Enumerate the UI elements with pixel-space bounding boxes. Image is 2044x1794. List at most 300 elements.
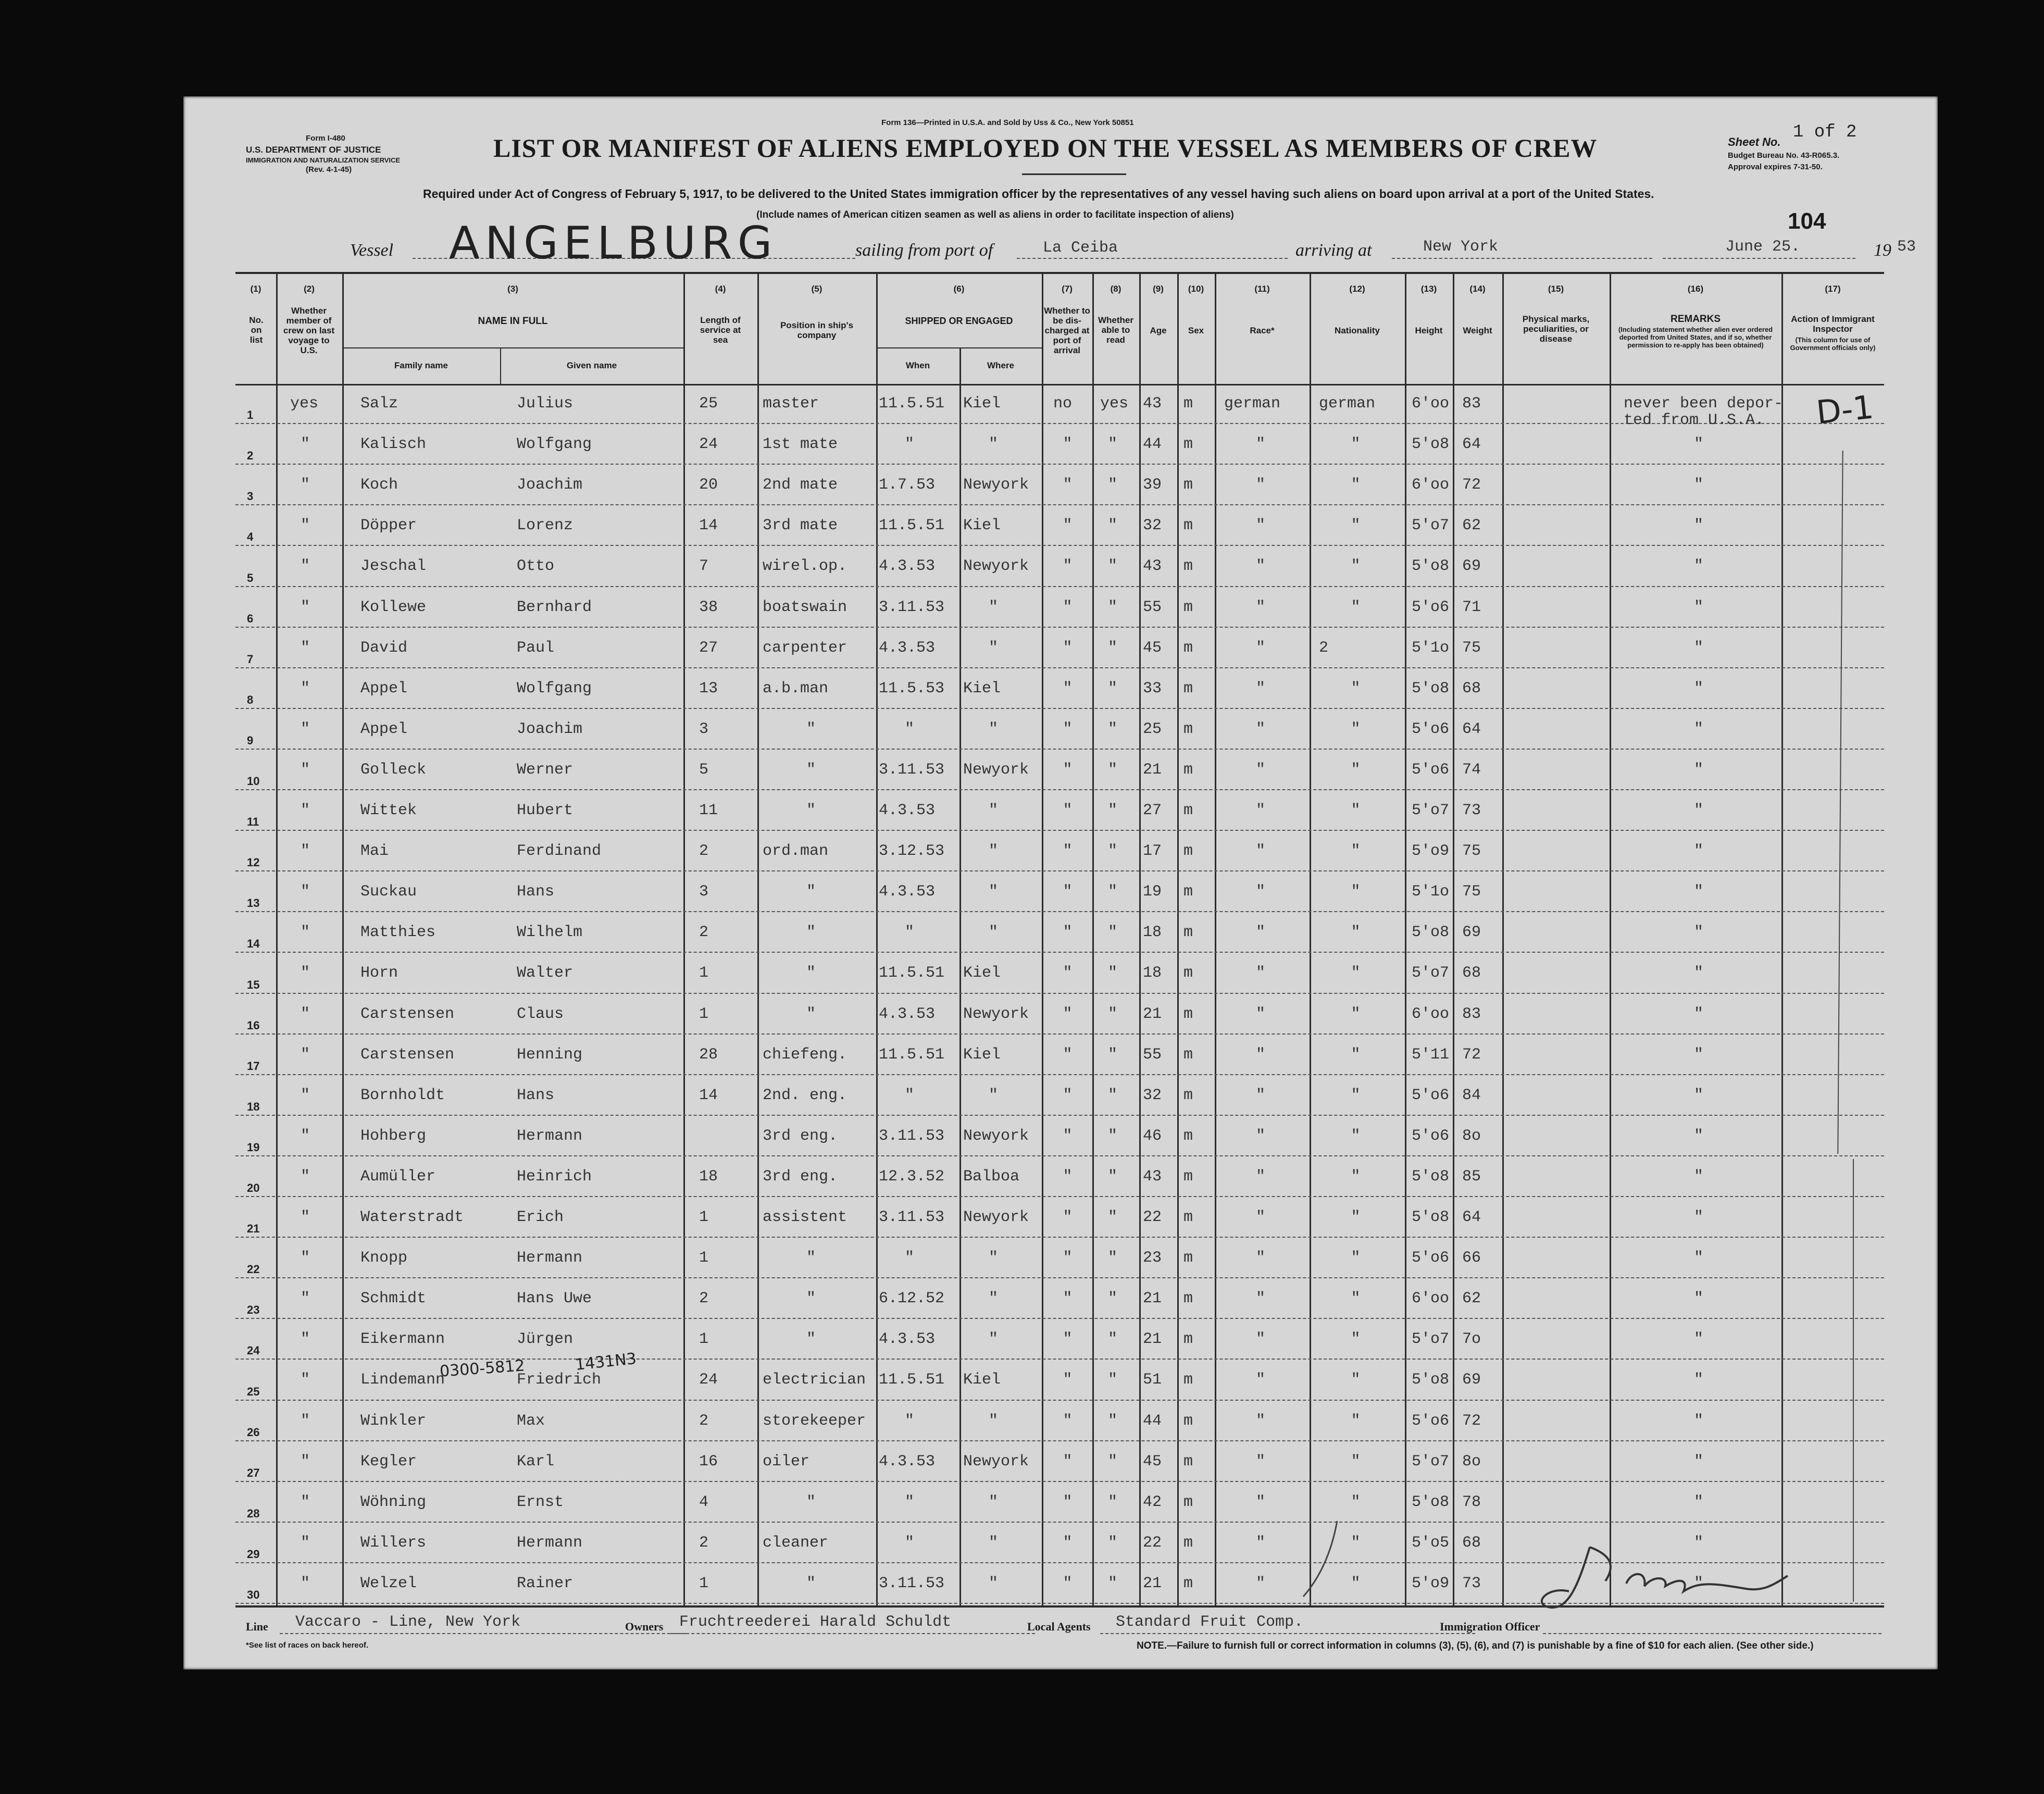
last-voyage-cell: " [301, 1493, 310, 1511]
family-name-cell: Jeschal [360, 557, 427, 576]
arrival-date: June 25. [1725, 238, 1801, 256]
height-cell: 5'o6 [1412, 1086, 1450, 1104]
race-cell: " [1256, 1452, 1266, 1471]
col15-header: Physical marks, peculiarities, or disease [1522, 314, 1590, 344]
shipped-when-cell: 6.12.52 [879, 1290, 945, 1308]
row-number: 1 [247, 408, 254, 422]
name-subheader-rule [342, 347, 683, 348]
age-cell: 43 [1143, 1167, 1162, 1186]
able-to-read-cell: " [1108, 1534, 1118, 1552]
col-sep [1042, 272, 1043, 1607]
able-to-read-cell: yes [1100, 395, 1129, 413]
sex-cell: m [1183, 964, 1193, 982]
sex-cell: m [1183, 1412, 1193, 1430]
able-to-read-cell: " [1108, 1086, 1118, 1104]
able-to-read-cell: " [1108, 720, 1118, 738]
row-rule [235, 504, 1884, 505]
shipped-where-cell: " [989, 1249, 999, 1267]
col-sep [342, 272, 344, 1607]
weight-cell: 7o [1462, 1330, 1481, 1349]
row-rule [235, 993, 1884, 994]
shipped-when-cell: 4.3.53 [879, 557, 936, 576]
discharged-cell: " [1063, 842, 1073, 861]
weight-cell: 74 [1462, 761, 1481, 779]
able-to-read-cell: " [1108, 557, 1118, 576]
col-sep [1502, 272, 1504, 1607]
position-cell: " [806, 1574, 816, 1592]
age-cell: 39 [1143, 476, 1162, 494]
weight-cell: 66 [1462, 1249, 1481, 1267]
last-voyage-cell: " [301, 557, 310, 576]
row-number: 28 [247, 1506, 260, 1520]
family-name-cell: Appel [360, 679, 408, 697]
row-number: 26 [247, 1425, 260, 1439]
row-number: 8 [247, 693, 254, 706]
ledger-annotation-b: 1431N3 [574, 1349, 638, 1375]
required-statement: Required under Act of Congress of February 5, 1917, to be delivered to the United States immigration officer by the representatives of any vessel having such aliens on board upon arrival at a port of the United States. [423, 187, 1654, 201]
height-cell: 5'o8 [1412, 679, 1450, 697]
height-cell: 5'o8 [1412, 1493, 1450, 1511]
nationality-cell: " [1351, 1249, 1361, 1267]
last-voyage-cell: " [301, 1127, 310, 1145]
age-cell: 21 [1143, 1290, 1162, 1308]
weight-cell: 72 [1462, 1045, 1481, 1064]
sex-cell: m [1183, 1290, 1193, 1308]
given-name-cell: Joachim [517, 720, 583, 738]
shipped-when-cell: 4.3.53 [879, 1452, 936, 1471]
height-cell: 5'o6 [1412, 761, 1450, 779]
height-cell: 5'o9 [1412, 1574, 1450, 1592]
col-sep [1092, 272, 1094, 1607]
nationality-cell: " [1351, 679, 1361, 697]
local-agents-value: Standard Fruit Comp. [1116, 1613, 1304, 1631]
row-number: 24 [247, 1344, 260, 1357]
shipped-when-cell: 11.5.53 [879, 679, 945, 697]
race-cell: " [1256, 761, 1266, 779]
height-cell: 5'o6 [1412, 720, 1450, 738]
last-voyage-cell: " [301, 761, 310, 779]
row-number: 6 [247, 612, 254, 625]
position-cell: 3rd mate [763, 517, 838, 535]
row-rule [235, 627, 1884, 628]
weight-cell: 73 [1462, 802, 1481, 819]
col1-header: No. on list [249, 315, 264, 345]
last-voyage-cell: " [301, 1086, 310, 1104]
age-cell: 51 [1143, 1371, 1162, 1389]
row-rule [235, 952, 1884, 953]
shipped-where-cell: " [989, 924, 999, 942]
col6-header: SHIPPED OR ENGAGED [905, 316, 1013, 326]
given-name-cell: Wolfgang [517, 679, 592, 697]
service-length-cell: 27 [699, 639, 718, 657]
nationality-cell: " [1351, 1005, 1361, 1023]
race-cell: " [1256, 1330, 1266, 1349]
given-name-cell: Ferdinand [517, 842, 602, 861]
position-cell: ord.man [763, 842, 829, 861]
shipped-where-cell: " [989, 1290, 999, 1308]
remarks-cell: " [1694, 924, 1704, 942]
service-length-cell: 11 [699, 802, 718, 819]
shipped-when-cell: " [905, 720, 915, 738]
position-cell: " [806, 1249, 816, 1267]
last-voyage-cell: " [301, 1290, 310, 1308]
remarks-cell: " [1694, 435, 1704, 454]
race-cell: " [1256, 679, 1266, 697]
row-number: 4 [247, 530, 254, 544]
shipped-where-cell: " [989, 883, 999, 901]
given-name-cell: Bernhard [517, 598, 592, 616]
year-prefix: 19 [1874, 241, 1891, 260]
height-cell: 5'o8 [1412, 1371, 1450, 1389]
position-cell: carpenter [763, 639, 847, 657]
able-to-read-cell: " [1108, 598, 1118, 616]
row-number: 10 [247, 775, 260, 788]
table-top-rule [235, 272, 1884, 274]
position-cell: chiefeng. [763, 1045, 847, 1064]
sailing-port: La Ceiba [1043, 239, 1118, 257]
row-rule [235, 708, 1884, 709]
col7-number: (7) [1062, 284, 1073, 294]
row-number: 3 [247, 490, 254, 503]
height-cell: 5'o7 [1412, 1452, 1450, 1471]
last-voyage-cell: " [301, 1249, 310, 1267]
col-sep [1215, 272, 1216, 1607]
nationality-cell: " [1351, 720, 1361, 738]
position-cell: storekeeper [763, 1412, 866, 1430]
nationality-cell: " [1351, 924, 1361, 942]
race-cell: " [1256, 1534, 1266, 1552]
nationality-cell: " [1351, 964, 1361, 982]
discharged-cell: " [1063, 1005, 1073, 1023]
height-cell: 5'11 [1412, 1045, 1450, 1064]
shipped-when-cell: 4.3.53 [879, 802, 936, 819]
nationality-cell: " [1351, 1534, 1361, 1552]
family-name-cell: Appel [360, 720, 408, 738]
last-voyage-cell: " [301, 964, 310, 982]
family-name-cell: Welzel [360, 1574, 417, 1592]
last-voyage-cell: " [301, 802, 310, 819]
row-rule [235, 1196, 1884, 1197]
nationality-cell: " [1351, 1371, 1361, 1389]
discharged-cell: " [1063, 517, 1073, 535]
row-rule [235, 789, 1884, 790]
sex-cell: m [1183, 1005, 1193, 1023]
able-to-read-cell: " [1108, 679, 1118, 697]
col17-subheader: (This column for use of Government officials only) [1790, 336, 1876, 352]
discharged-cell: " [1063, 1452, 1073, 1471]
family-name-cell: Döpper [360, 517, 417, 535]
discharged-cell: " [1063, 476, 1073, 494]
row-rule [235, 911, 1884, 912]
weight-cell: 75 [1462, 842, 1481, 861]
sex-cell: m [1183, 883, 1193, 901]
remarks-cell: " [1694, 1209, 1704, 1226]
position-cell: " [806, 1005, 816, 1023]
service-length-cell: 14 [699, 1086, 718, 1104]
race-cell: " [1256, 639, 1266, 657]
page-number: 104 [1788, 208, 1826, 234]
col12-number: (12) [1349, 284, 1365, 294]
height-cell: 6'oo [1412, 1290, 1450, 1308]
weight-cell: 68 [1462, 679, 1481, 697]
weight-cell: 69 [1462, 924, 1481, 942]
sheet-number-value: 1 of 2 [1793, 122, 1857, 142]
shipped-when-cell: " [905, 1249, 915, 1267]
nationality-cell: " [1351, 883, 1361, 901]
service-length-cell: 38 [699, 598, 718, 616]
shipped-where-cell: Newyork [963, 761, 1029, 779]
arriving-label: arriving at [1295, 241, 1372, 260]
able-to-read-cell: " [1108, 1045, 1118, 1064]
given-name-cell: Wolfgang [517, 435, 592, 454]
owners-value: Fruchtreederei Harald Schuldt [679, 1613, 952, 1631]
row-number: 20 [247, 1181, 260, 1194]
height-cell: 5'o7 [1412, 517, 1450, 535]
last-voyage-cell: " [301, 1330, 310, 1349]
row-rule [235, 464, 1884, 465]
last-voyage-cell: " [301, 679, 310, 697]
col11-header: Race* [1250, 326, 1275, 335]
row-number: 19 [247, 1140, 260, 1154]
nationality-cell: " [1351, 557, 1361, 576]
line-label: Line [246, 1620, 268, 1633]
age-cell: 19 [1143, 883, 1162, 901]
col10-number: (10) [1188, 284, 1204, 294]
nationality-cell: " [1351, 1493, 1361, 1511]
family-name-cell: Salz [360, 395, 398, 413]
height-cell: 5'o8 [1412, 557, 1450, 576]
position-cell: " [806, 1493, 816, 1511]
sailing-label: sailing from port of [855, 241, 993, 260]
position-cell: " [806, 1330, 816, 1349]
age-cell: 22 [1143, 1534, 1162, 1552]
remarks-cell: " [1694, 1290, 1704, 1308]
sex-cell: m [1183, 435, 1193, 454]
remarks-cell: " [1694, 1249, 1704, 1267]
age-cell: 21 [1143, 1005, 1162, 1023]
able-to-read-cell: " [1108, 883, 1118, 901]
family-name-cell: Winkler [360, 1412, 427, 1430]
given-name-cell: Lorenz [517, 517, 574, 535]
sex-cell: m [1183, 1209, 1193, 1226]
col14-number: (14) [1469, 284, 1486, 294]
able-to-read-cell: " [1108, 476, 1118, 494]
last-voyage-cell: " [301, 1412, 310, 1430]
shipped-where-cell: " [989, 842, 999, 861]
col13-number: (13) [1420, 284, 1437, 294]
row-rule [235, 1318, 1884, 1319]
last-voyage-cell: " [301, 1534, 310, 1552]
able-to-read-cell: " [1108, 435, 1118, 454]
service-length-cell: 2 [699, 1412, 709, 1430]
col-sep [683, 272, 685, 1607]
weight-cell: 71 [1462, 598, 1481, 616]
col16-subheader: (Including statement whether alien ever ordered deported from United States, and if so, whether permission to re-apply has been obtained) [1618, 326, 1773, 349]
service-length-cell: 1 [699, 1330, 709, 1349]
remarks-cell: " [1694, 1086, 1704, 1104]
age-cell: 18 [1143, 964, 1162, 982]
family-name-cell: Kalisch [360, 435, 427, 454]
nationality-cell: " [1351, 1209, 1361, 1226]
agency-name: U.S. DEPARTMENT OF JUSTICE [246, 145, 381, 155]
shipped-where-cell: Newyork [963, 1452, 1029, 1471]
discharged-cell: " [1063, 639, 1073, 657]
race-cell: " [1256, 1167, 1266, 1186]
sailing-field [1017, 258, 1288, 259]
col3-number: (3) [507, 284, 518, 294]
service-length-cell: 18 [699, 1167, 718, 1186]
last-voyage-cell: " [301, 517, 310, 535]
weight-cell: 64 [1462, 1209, 1481, 1226]
age-cell: 21 [1143, 1574, 1162, 1592]
row-rule [235, 586, 1884, 587]
weight-cell: 72 [1462, 476, 1481, 494]
shipped-when-cell: 3.11.53 [879, 1209, 945, 1226]
family-name-cell: Carstensen [360, 1045, 455, 1064]
shipped-where-cell: " [989, 1493, 999, 1511]
shipped-where-cell: Balboa [963, 1167, 1020, 1186]
col11-number: (11) [1254, 284, 1270, 294]
remarks-cell: never been depor- [1624, 395, 1784, 413]
remarks-cell: " [1694, 964, 1704, 982]
col12-header: Nationality [1335, 326, 1380, 335]
given-name-cell: Hans Uwe [517, 1290, 592, 1308]
discharged-cell: " [1063, 1045, 1073, 1064]
row-rule [235, 1481, 1884, 1482]
weight-cell: 75 [1462, 639, 1481, 657]
height-cell: 5'o9 [1412, 842, 1450, 861]
row-rule [235, 667, 1884, 668]
col7-header: Whether to be dis-charged at port of arrival [1044, 306, 1090, 355]
position-cell: 2nd. eng. [763, 1086, 847, 1104]
nationality-cell: " [1351, 1086, 1361, 1104]
remarks-cell: " [1694, 1452, 1704, 1471]
last-voyage-cell: " [301, 1209, 310, 1226]
weight-cell: 78 [1462, 1493, 1481, 1511]
position-cell: electrician [763, 1371, 866, 1389]
sex-cell: m [1183, 1045, 1193, 1064]
sheet-number-label: Sheet No. [1728, 135, 1781, 148]
row-number: 25 [247, 1385, 260, 1398]
position-cell: master [763, 395, 819, 413]
able-to-read-cell: " [1108, 1452, 1118, 1471]
race-cell: " [1256, 924, 1266, 942]
sex-cell: m [1183, 1493, 1193, 1511]
height-cell: 5'o6 [1412, 1249, 1450, 1267]
sex-cell: m [1183, 842, 1193, 861]
col-sep [1610, 272, 1611, 1607]
form-title: LIST OR MANIFEST OF ALIENS EMPLOYED ON THE VESSEL AS MEMBERS OF CREW [493, 133, 1598, 163]
shipped-when-cell: " [905, 1412, 915, 1430]
race-cell: " [1256, 1574, 1266, 1592]
col9-number: (9) [1153, 284, 1164, 294]
discharged-cell: " [1063, 435, 1073, 454]
shipped-when-cell: 1.7.53 [879, 476, 936, 494]
weight-cell: 62 [1462, 1290, 1481, 1308]
shipped-when-cell: 3.11.53 [879, 1127, 945, 1145]
discharged-cell: " [1063, 924, 1073, 942]
discharged-cell: no [1053, 395, 1073, 413]
race-cell: " [1256, 1249, 1266, 1267]
sex-cell: m [1183, 557, 1193, 576]
nationality-cell: " [1351, 1330, 1361, 1349]
shipped-subheader-rule [876, 347, 1042, 348]
position-cell: " [806, 761, 816, 779]
weight-cell: 69 [1462, 1371, 1481, 1389]
row-rule [235, 1033, 1884, 1035]
family-name-cell: Waterstradt [360, 1209, 464, 1226]
col-sep [959, 347, 961, 1607]
include-statement: (Include names of American citizen seamen as well as aliens in order to facilitate inspection of aliens) [756, 209, 1234, 220]
shipped-where-cell: " [989, 639, 999, 657]
weight-cell: 84 [1462, 1086, 1481, 1104]
shipped-when-cell: 11.5.51 [879, 1371, 945, 1389]
weight-cell: 75 [1462, 883, 1481, 901]
height-cell: 5'o8 [1412, 435, 1450, 454]
given-name-cell: Rainer [517, 1574, 574, 1592]
pen-stroke [1301, 1518, 1342, 1602]
able-to-read-cell: " [1108, 639, 1118, 657]
row-rule [235, 1440, 1884, 1441]
row-number: 18 [247, 1100, 260, 1113]
budget-bureau: Budget Bureau No. 43-R065.3. [1728, 151, 1840, 160]
row-rule [235, 1277, 1884, 1278]
race-cell: " [1256, 517, 1266, 535]
family-name-cell: Knopp [360, 1249, 408, 1267]
shipped-where-cell: " [989, 598, 999, 616]
sex-cell: m [1183, 1249, 1193, 1267]
able-to-read-cell: " [1108, 1330, 1118, 1349]
shipped-where-cell: " [989, 1330, 999, 1349]
row-number: 5 [247, 571, 254, 584]
height-cell: 5'o6 [1412, 598, 1450, 616]
able-to-read-cell: " [1108, 517, 1118, 535]
row-rule [235, 545, 1884, 546]
position-cell: 3rd eng. [763, 1127, 838, 1145]
shipped-where-cell: " [989, 720, 999, 738]
family-name-cell: Wittek [360, 802, 417, 819]
col16-number: (16) [1687, 284, 1704, 294]
given-name-cell: Jürgen [517, 1330, 574, 1349]
remarks-cell: " [1694, 1371, 1704, 1389]
position-cell: 2nd mate [763, 476, 838, 494]
col9-header: Age [1150, 326, 1167, 335]
sex-cell: m [1183, 761, 1193, 779]
age-cell: 45 [1143, 639, 1162, 657]
row-number: 23 [247, 1303, 260, 1317]
height-cell: 6'oo [1412, 476, 1450, 494]
col-sep [1453, 272, 1454, 1607]
remarks-cell-continued: ted from U.S.A. [1624, 412, 1765, 429]
col-sep [276, 272, 278, 1607]
given-name-cell: Karl [517, 1452, 555, 1471]
able-to-read-cell: " [1108, 964, 1118, 982]
height-cell: 5'1o [1412, 883, 1450, 901]
last-voyage-cell: " [301, 720, 310, 738]
weight-cell: 85 [1462, 1167, 1481, 1186]
row-number: 15 [247, 978, 260, 991]
row-number: 12 [247, 856, 260, 869]
discharged-cell: " [1063, 1493, 1073, 1511]
remarks-cell: " [1694, 557, 1704, 576]
age-cell: 22 [1143, 1209, 1162, 1226]
approval-expiry: Approval expires 7-31-50. [1728, 163, 1823, 171]
height-cell: 5'o7 [1412, 802, 1450, 819]
row-rule [235, 830, 1884, 831]
discharged-cell: " [1063, 883, 1073, 901]
shipped-when-cell: 4.3.53 [879, 883, 936, 901]
service-length-cell: 24 [699, 1371, 718, 1389]
